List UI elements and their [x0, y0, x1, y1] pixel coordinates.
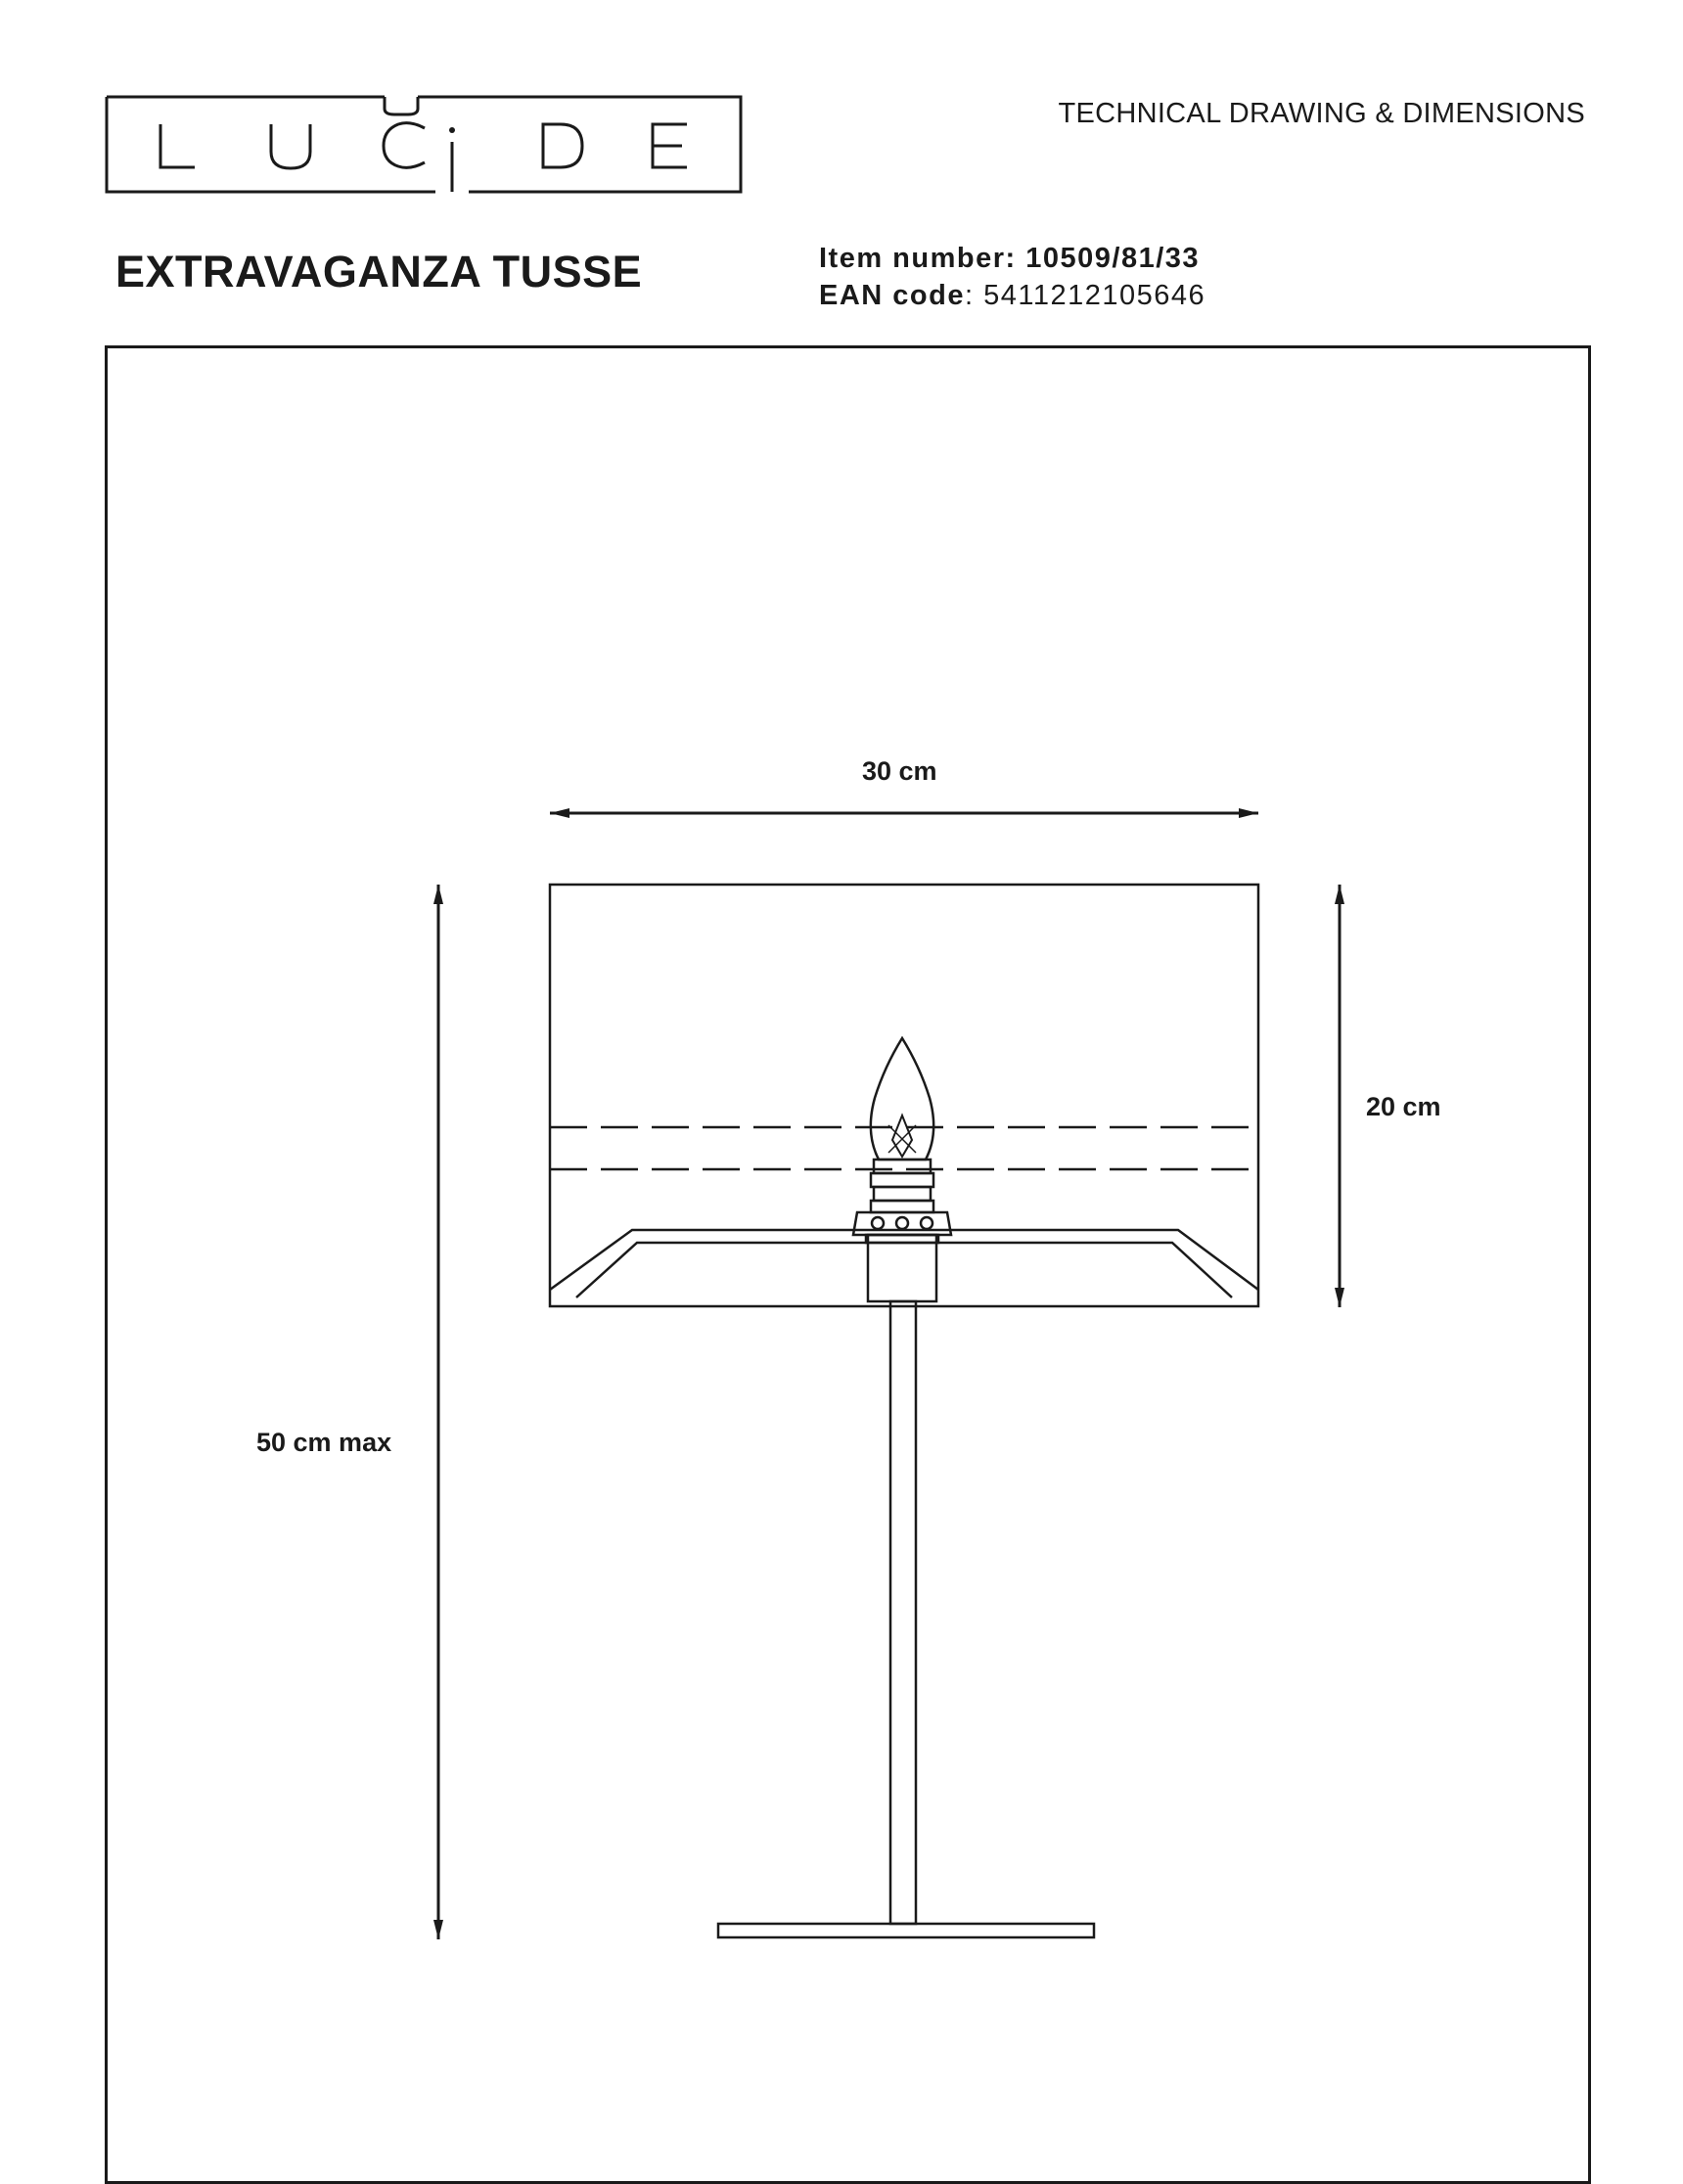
lamp-stem-and-base: [718, 1301, 1094, 1937]
ean-row: EAN code: 5411212105646: [819, 280, 1206, 311]
ean-value: 5411212105646: [983, 280, 1206, 311]
ean-label: EAN code: [819, 280, 965, 311]
shade-height-label: 20 cm: [1366, 1092, 1441, 1121]
item-number-label: Item number: [819, 243, 1006, 274]
item-number-row: Item number: 10509/81/33: [819, 243, 1201, 274]
item-number-value: 10509/81/33: [1025, 243, 1201, 274]
shade-width-label: 30 cm: [862, 756, 937, 786]
document-type-label: TECHNICAL DRAWING & DIMENSIONS: [1058, 98, 1585, 129]
total-height-label: 50 cm max: [256, 1428, 392, 1457]
product-name: EXTRAVAGANZA TUSSE: [115, 247, 643, 296]
